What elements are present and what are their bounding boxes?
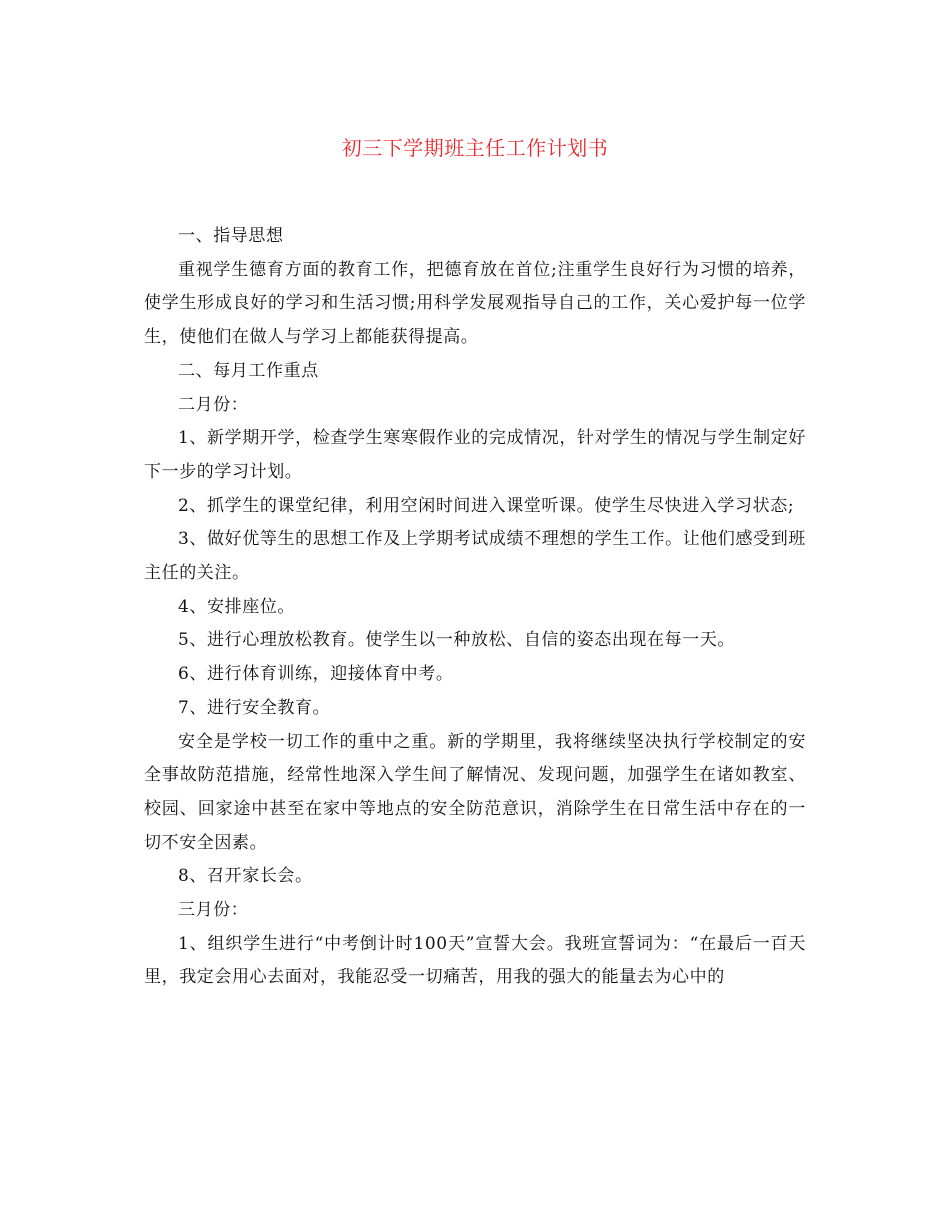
list-item-feb-3: 3、做好优等生的思想工作及上学期考试成绩不理想的学生工作。让他们感受到班主任的关注。: [144, 529, 806, 584]
paragraph-guiding-thought: 重视学生德育方面的教育工作，把德育放在首位;注重学生良好行为习惯的培养，使学生形成良好的学习和生活习惯;用科学发展观指导自己的工作，关心爱护每一位学生，使他们在做人与学习上都能获得提高。: [144, 259, 806, 348]
month-heading-february: 二月份：: [178, 394, 249, 415]
list-item-feb-2: 2、抓学生的课堂纪律，利用空闲时间进入课堂听课。使学生尽快进入学习状态;: [178, 495, 795, 516]
list-item-feb-1: 1、新学期开学，检查学生寒寒假作业的完成情况，针对学生的情况与学生制定好下一步的学习计划。: [144, 428, 806, 482]
list-item-mar-1: 1、组织学生进行“中考倒计时100天”宣誓大会。我班宣誓词为：“在最后一百天里，我定会用心去面对，我能忍受一切痛苦，用我的强大的能量去为心中的: [144, 933, 806, 988]
list-item-feb-5: 5、进行心理放松教育。使学生以一种放松、自信的姿态出现在每一天。: [178, 630, 736, 651]
section-heading-guiding-thought: 一、指导思想: [178, 226, 284, 246]
document-body: [144, 220, 806, 995]
list-item-feb-7: 7、进行安全教育。: [178, 697, 331, 718]
paragraph-safety: 安全是学校一切工作的重中之重。新的学期里，我将继续坚决执行学校制定的安全事故防范措施，经常性地深入学生间了解情况、发现问题，加强学生在诸如教室、校园、回家途中甚至在家中等地点的安全防范意识，消除学生在日常生活中存在的一切不安全因素。: [144, 731, 806, 853]
list-item-feb-4: 4、安排座位。: [178, 596, 296, 617]
list-item-feb-8: 8、召开家长会。: [178, 866, 313, 887]
month-heading-march: 三月份：: [178, 900, 249, 921]
list-item-feb-6: 6、进行体育训练，迎接体育中考。: [178, 664, 454, 685]
section-heading-monthly-focus: 二、每月工作重点: [178, 360, 319, 381]
document-title: 初三下学期班主任工作计划书: [341, 136, 609, 160]
